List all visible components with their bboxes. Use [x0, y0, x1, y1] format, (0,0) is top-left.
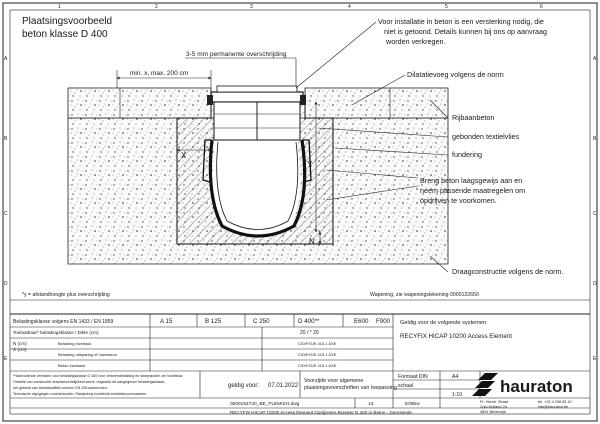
sub-row-3-code: C/D/F/G/E 415.1 AXE	[298, 363, 337, 368]
row-marker-c: C	[4, 211, 8, 217]
validity-note-line1: Voorzijde voor algemene	[304, 378, 364, 384]
col-marker-5: 5	[445, 4, 448, 10]
drawing-title-line2: beton klasse D 400	[22, 29, 108, 40]
format-value: A4	[452, 374, 459, 380]
small-note-3: het gebruik van betonkwaliteit conform EN 206 aanbevolen.	[13, 386, 108, 390]
product-name: RECYFIX HICAP 10200 Access Element	[400, 333, 512, 340]
title-block	[400, 320, 573, 414]
small-note-1: **Aanvullende vereisten voor belastingsklasse D 400 voor verkeersbelasting en stoepranden zie hoofdstuk	[13, 374, 183, 378]
validity-date: 07.01.2022	[268, 383, 299, 389]
road-slab-left	[68, 88, 211, 118]
scale-label: schaal	[398, 383, 413, 389]
callout-dilatation: Dilatatievoeg volgens de norm	[407, 70, 504, 79]
validity-note-line2: plaatsingsvoorschriften van toepassing	[304, 385, 397, 391]
footnote-left: *y = afstandhoogte plus overschrijding	[22, 292, 110, 298]
sub-row-2-code: C/D/F/G/E 415.1 AXE	[298, 352, 337, 357]
edition: E08bw	[405, 402, 420, 407]
row-marker-e: E	[4, 356, 8, 362]
row3-label: N (cm)	[13, 341, 27, 346]
callout-breng-line-3: opdrijven te voorkomen.	[420, 196, 497, 205]
sub-row-1-code: C/D/F/G/E 415.1 AXE	[298, 341, 337, 346]
row-marker-d-right: D	[593, 281, 597, 287]
row1-label: Belastingsklasse volgens EN 1433 / EN 1859	[13, 319, 114, 325]
row-marker-a: A	[4, 56, 8, 62]
contact-line-1: tel. +32 4 296 95 10	[538, 400, 572, 404]
class-f900: F900	[376, 318, 391, 325]
address-line-2: Zuid-Holland 24	[480, 405, 507, 409]
footnote-right: Wapening, zie wapeningstekening 0000122650	[370, 292, 479, 298]
sub-row-2-label: Belasting uitsparing of hoeksteun	[58, 352, 117, 357]
row-marker-b: B	[4, 136, 8, 142]
col-marker-4: 4	[348, 4, 351, 10]
drawing-title-line1: Plaatsingsvoorbeeld	[22, 16, 113, 27]
col-marker-3: 3	[250, 4, 253, 10]
class-a15: A 15	[160, 318, 173, 325]
address-line-3: 4891 Beverwijk	[480, 410, 506, 414]
format-label: Formaat DIN	[398, 374, 428, 380]
dim-top-label: 3-5 mm permanente overschrijding	[186, 51, 287, 58]
row2-value: 20 / * 20	[300, 330, 319, 336]
callout-rijbaan: Rijbaanbeton	[452, 113, 495, 122]
row-marker-a-right: A	[593, 56, 597, 62]
callout-fundering: fundering	[452, 150, 482, 159]
col-marker-6: 6	[540, 4, 543, 10]
road-slab-right	[305, 88, 448, 118]
dim-y-label: Y	[307, 160, 313, 169]
class-d400: D 400**	[298, 318, 320, 325]
row-marker-e-right: E	[593, 356, 597, 362]
small-note-2: Omwille van constructie verantwoordelijkheid wordt, ongeacht de aangegeven belastingsklasse,	[13, 380, 166, 384]
grating-top	[217, 86, 297, 92]
dim-x-label: X	[181, 151, 187, 160]
class-e600: E600	[354, 318, 369, 325]
callout-breng-line-1: Breng beton laagsgewijs aan en	[420, 176, 523, 185]
callout-draag: Draagconstructie volgens de norm.	[452, 267, 564, 276]
footer-line: RECYFIX HICAP 10200 Access Element Gietijzeren Rooster D 400 in Beton - Doorsnede	[230, 410, 412, 415]
sheet-number: 13	[368, 402, 374, 407]
brand-wordmark: hauraton	[500, 377, 573, 396]
row3-sub: X (cm)	[13, 347, 27, 352]
row2-label: Toelaatbaar* belastingsklasse / Dikte (cm)	[13, 330, 99, 335]
cross-section	[68, 86, 448, 264]
callout-textiel: gebonden textielvlies	[452, 132, 520, 141]
spec-table	[10, 300, 590, 415]
small-note-4: Technische wijzigingen voorbehouden. Raadpleeg hoofdstuk installatievoorwaarden.	[13, 392, 148, 396]
sub-row-3-label: Beton inzetstuk	[58, 363, 86, 368]
contact-line-2: info@hauraton.be	[538, 405, 569, 409]
scale-value: 1:10	[452, 392, 463, 398]
note-line-1: Voor installatie in beton is een versterking nodig, die	[378, 17, 544, 26]
dim-min-label: min. x, max. 200 cm	[130, 70, 189, 77]
address-line-1: Pr. Hendr. Straat	[480, 400, 509, 404]
note-leader	[296, 22, 376, 88]
grating-frame	[211, 92, 303, 102]
col-marker-1: 1	[58, 4, 61, 10]
class-c250: C 250	[253, 318, 270, 325]
bolt-right	[300, 95, 306, 105]
systems-heading: Geldig voor de volgende systemen:	[400, 320, 488, 326]
class-b125: B 125	[205, 318, 222, 325]
note-line-2: niet is getoond. Details kunnen bij ons op aanvraag	[384, 27, 548, 36]
sub-row-1-label: Belasting inzetstuk	[58, 341, 92, 346]
note-line-3: worden verkregen.	[386, 37, 446, 46]
dim-n-label: N	[309, 237, 315, 246]
hauraton-logo-icon	[472, 373, 498, 396]
col-marker-2: 2	[155, 4, 158, 10]
row-marker-c-right: C	[593, 211, 597, 217]
row-marker-b-right: B	[593, 136, 597, 142]
drawing-number: 0000154720_BE_FLEMISH.dwg	[230, 402, 300, 407]
bolt-left	[207, 95, 213, 105]
callout-breng-line-2: neem passende maatregelen om	[420, 186, 526, 195]
row-marker-d: D	[4, 281, 8, 287]
validity-label: geldig voor:	[228, 383, 260, 389]
